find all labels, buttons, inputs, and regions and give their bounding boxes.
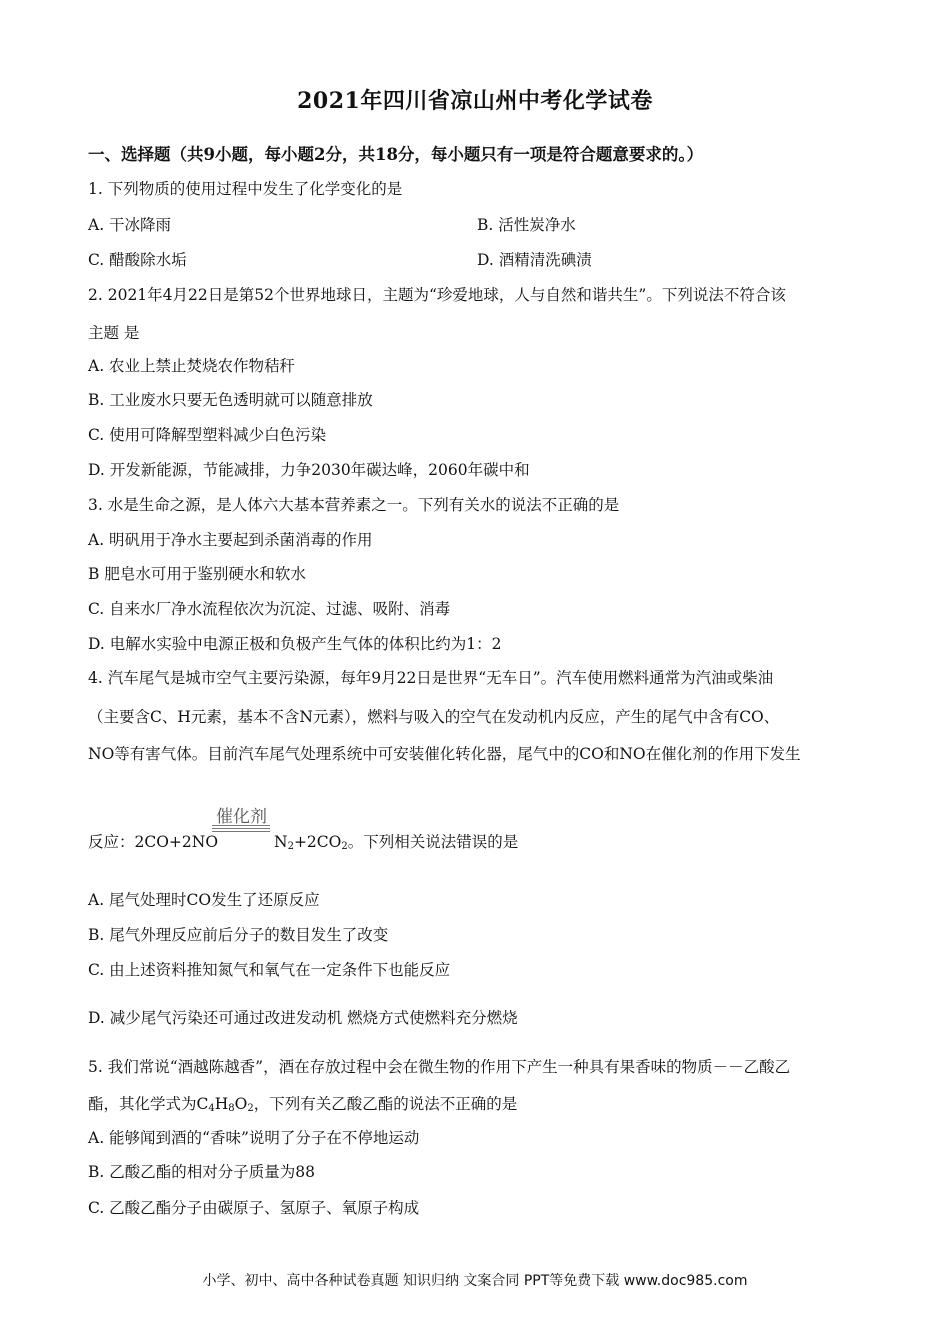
question-3-option-b: B 肥皂水可用于鉴别硬水和软水 <box>88 565 306 583</box>
equation-products: $N_2+2CO_2$。下列相关说法错误的是 <box>274 833 519 852</box>
question-4-option-a: A. 尾气处理时CO发生了还原反应 <box>88 891 320 909</box>
equals-line-bottom <box>212 831 270 832</box>
question-4-stem-line-1: 4. 汽车尾气是城市空气主要污染源，每年9月22日是世界“无车日”。汽车使用燃料通常为汽油或柴油 <box>88 669 774 687</box>
question-5-stem-line-1: 5. 我们常说“酒越陈越香”，酒在存放过程中会在微生物的作用下产生一种具有果香味的物质－－乙酸乙 <box>88 1058 791 1076</box>
question-1-option-a: A. 干冰降雨 <box>88 216 172 234</box>
question-3-stem: 3. 水是生命之源，是人体六大基本营养素之一。下列有关水的说法不正确的是 <box>88 496 620 514</box>
question-1-option-b: B. 活性炭净水 <box>477 216 576 234</box>
question-4-stem-line-2: （主要含C、H元素，基本不含N元素），燃料与吸入的空气在发动机内反应，产生的尾气中含有CO、 <box>88 708 780 726</box>
question-5-stem-line-2: 酯，其化学式为$C_4H_8O_2$，下列有关乙酸乙酯的说法不正确的是 <box>88 1095 518 1114</box>
question-3-option-c: C. 自来水厂净水流程依次为沉淀、过滤、吸附、消毒 <box>88 600 451 618</box>
equals-line-top <box>212 825 270 826</box>
equation-reactants: 反应：2CO+2NO <box>88 833 219 851</box>
catalyst-label: 催化剂 <box>216 807 267 827</box>
exam-title: 2021年四川省凉山州中考化学试卷 <box>297 88 653 114</box>
question-5-option-c: C. 乙酸乙酯分子由碳原子、氢原子、氧原子构成 <box>88 1199 420 1217</box>
question-3-option-d: D. 电解水实验中电源正极和负极产生气体的体积比约为1：2 <box>88 635 502 653</box>
question-5-option-b: B. 乙酸乙酯的相对分子质量为88 <box>88 1163 315 1181</box>
reaction-equation <box>88 806 788 856</box>
page-footer: 小学、初中、高中各种试卷真题 知识归纳 文案合同 PPT等免费下载 www.doc985.com <box>202 1273 748 1289</box>
question-4-option-b: B. 尾气外理反应前后分子的数目发生了改变 <box>88 926 389 944</box>
equals-line-middle <box>212 828 270 829</box>
question-2-stem-line-1: 2. 2021年4月22日是第52个世界地球日，主题为“珍爱地球，人与自然和谐共生”。下列说法不符合该 <box>88 286 786 304</box>
question-1-option-d: D. 酒精清洗碘渍 <box>477 251 592 269</box>
question-1-stem: 1. 下列物质的使用过程中发生了化学变化的是 <box>88 180 403 198</box>
question-4-option-c: C. 由上述资料推知氮气和氧气在一定条件下也能反应 <box>88 961 451 979</box>
question-4-stem-line-3: NO等有害气体。目前汽车尾气处理系统中可安装催化转化器，尾气中的CO和NO在催化剂的作用下发生 <box>88 745 801 763</box>
question-2-option-d: D. 开发新能源，节能减排，力争2030年碳达峰，2060年碳中和 <box>88 461 530 479</box>
question-5-option-a: A. 能够闻到酒的“香味”说明了分子在不停地运动 <box>88 1129 420 1147</box>
question-3-option-a: A. 明矾用于净水主要起到杀菌消毒的作用 <box>88 531 373 549</box>
question-2-stem-line-2: 主题 是 <box>88 324 140 342</box>
section-heading: 一、选择题（共9小题，每小题2分，共18分，每小题只有一项是符合题意要求的。） <box>88 145 704 164</box>
question-4-option-d: D. 减少尾气污染还可通过改进发动机 燃烧方式使燃料充分燃烧 <box>88 1009 518 1027</box>
question-2-option-c: C. 使用可降解型塑料减少白色污染 <box>88 426 327 444</box>
question-2-option-b: B. 工业废水只要无色透明就可以随意排放 <box>88 391 373 409</box>
question-1-option-c: C. 醋酸除水垢 <box>88 251 187 269</box>
question-2-option-a: A. 农业上禁止焚烧农作物秸秆 <box>88 357 296 375</box>
